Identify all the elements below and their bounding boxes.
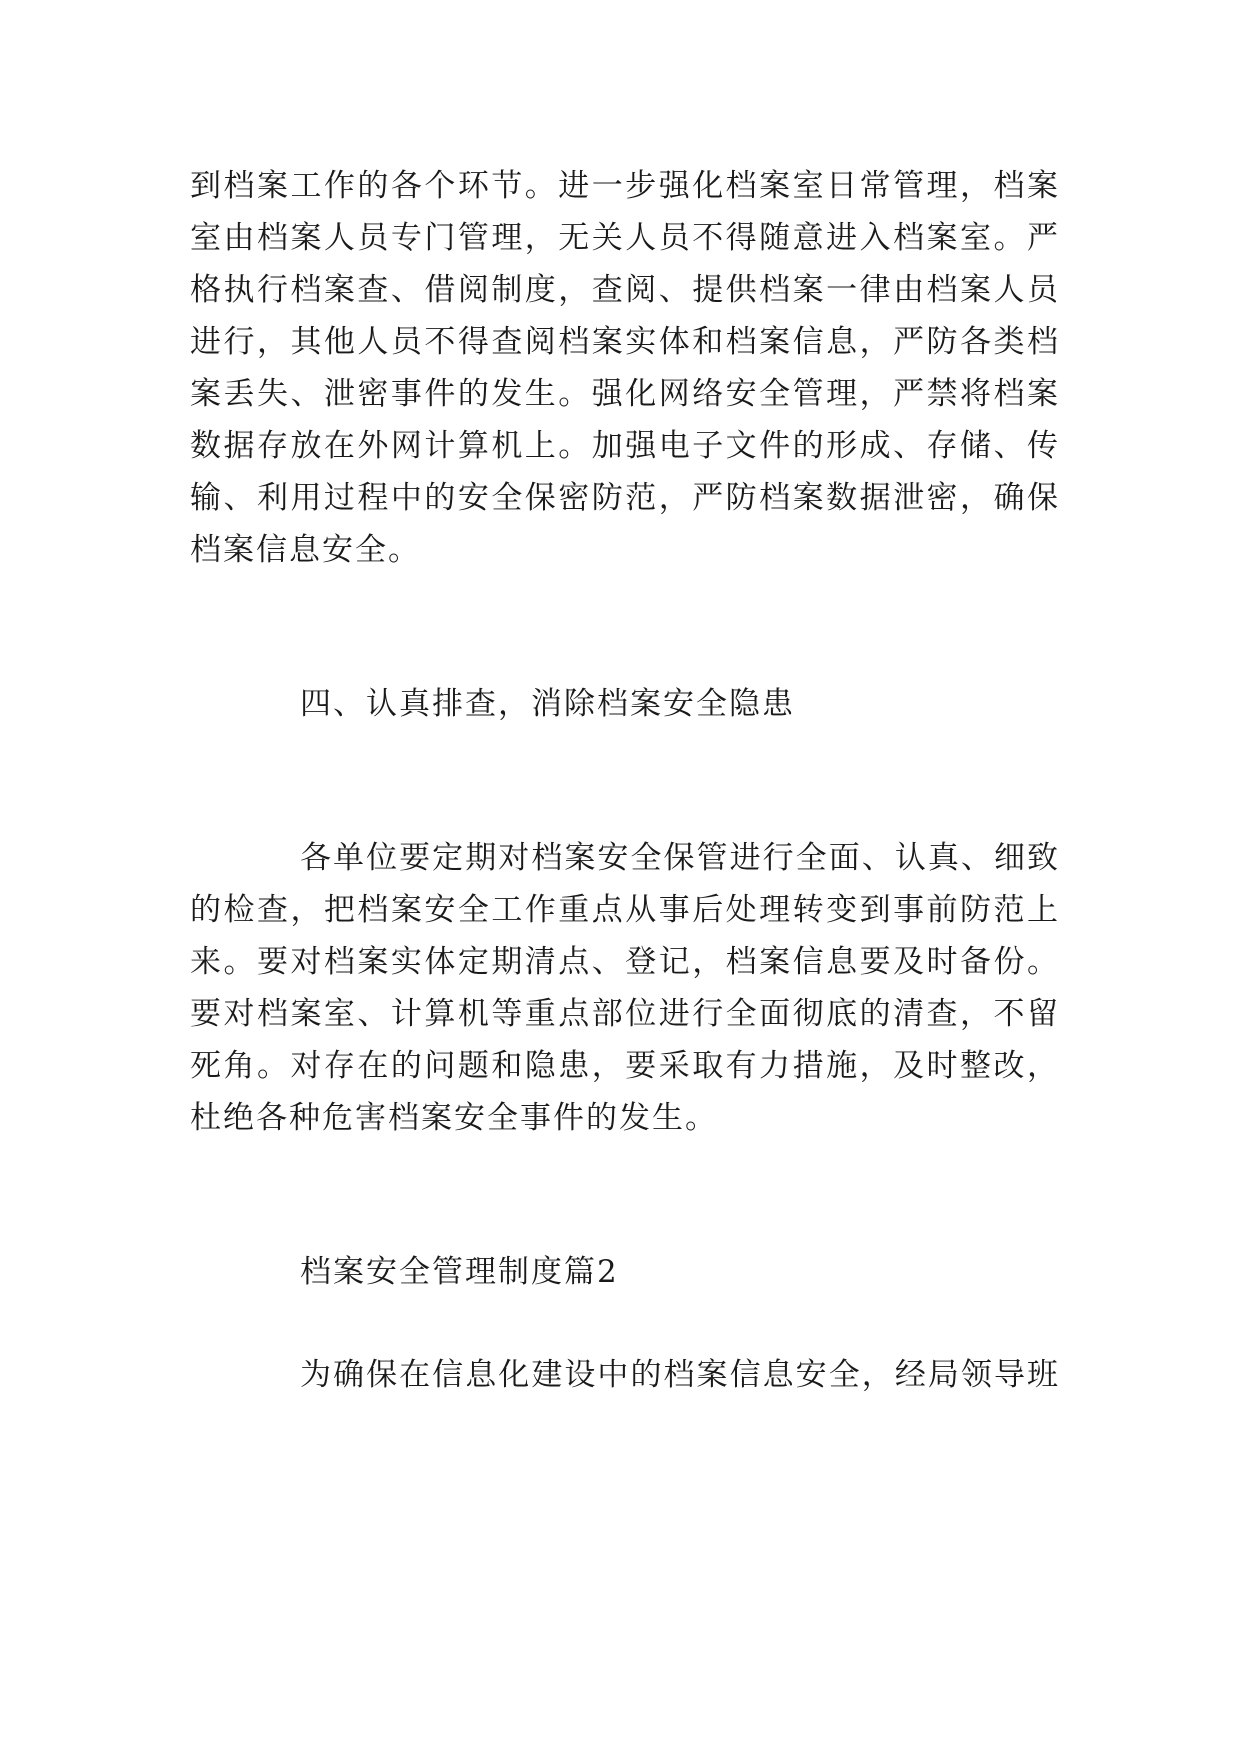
paragraph-line: 输、利用过程中的安全保密防范，严防档案数据泄密，确保 [190, 480, 1060, 516]
section-heading: 四、认真排查，消除档案安全隐患 [300, 686, 795, 722]
paragraph-line: 来。要对档案实体定期清点、登记，档案信息要及时备份。 [190, 944, 1060, 980]
paragraph-line: 死角。对存在的问题和隐患，要采取有力措施，及时整改， [190, 1048, 1060, 1084]
paragraph-line: 数据存放在外网计算机上。加强电子文件的形成、存储、传 [190, 428, 1060, 464]
paragraph-line: 格执行档案查、借阅制度，查阅、提供档案一律由档案人员 [190, 272, 1060, 308]
paragraph-line: 到档案工作的各个环节。进一步强化档案室日常管理，档案 [190, 168, 1060, 204]
paragraph-line: 要对档案室、计算机等重点部位进行全面彻底的清查，不留 [190, 996, 1060, 1032]
paragraph-line: 进行，其他人员不得查阅档案实体和档案信息，严防各类档 [190, 324, 1060, 360]
document-section-title: 档案安全管理制度篇2 [300, 1254, 619, 1290]
paragraph-line: 杜绝各种危害档案安全事件的发生。 [190, 1100, 718, 1136]
paragraph-line: 的检查，把档案安全工作重点从事后处理转变到事前防范上 [190, 892, 1060, 928]
paragraph-line: 室由档案人员专门管理，无关人员不得随意进入档案室。严 [190, 220, 1060, 256]
paragraph-line: 案丢失、泄密事件的发生。强化网络安全管理，严禁将档案 [190, 376, 1060, 412]
paragraph-line: 档案信息安全。 [190, 532, 421, 568]
paragraph-line: 为确保在信息化建设中的档案信息安全，经局领导班 [300, 1357, 1060, 1393]
paragraph-line: 各单位要定期对档案安全保管进行全面、认真、细致 [300, 840, 1060, 876]
